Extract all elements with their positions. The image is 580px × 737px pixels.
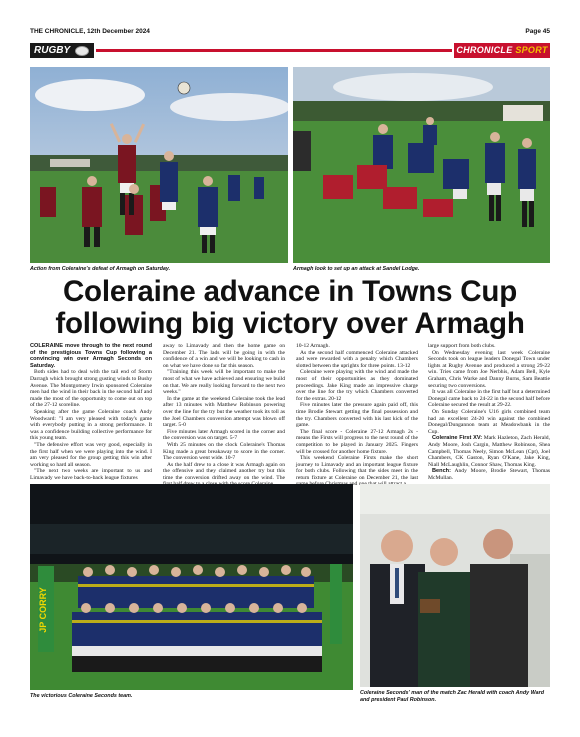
article-paragraph: As the half drew to a close it was Armagh again on the offensive and they claimed another try but this time the conversion drifted away on the wind. The (163, 461, 285, 481)
article-paragraph: "The next two weeks are important to us and Limavady we have back-to-back league fixtures (30, 468, 152, 481)
article-paragraph: It was all Coleraine in the first half but a determined Donegal came back to 24-22 in the second half before Coleraine secured the result at 29-22. (428, 389, 550, 409)
section-divider (96, 49, 452, 52)
masthead-publication-date: THE CHRONICLE, 12th December 2024 (30, 28, 150, 35)
article-paragraph: As the second half commenced Coleraine attacked and were rewarded with a penalty which Chambers slotted between the uprights for three points. 13-12 (296, 349, 418, 369)
article-paragraph: away to Limavady and then the home game on December 21. The lads will be going in with the confidence of a win and we will be looking to cash in on what we have done so far this season. (163, 343, 285, 369)
article-paragraph: Both sides had to deal with the tail end of Storm Darragh which brought strong gusting winds to Bushy Avenue. The Montgomery Irwin sponsored Coleraine men had the wind in their back in the second half and made the most of the opportunity to come out on top of the 27-12 scoreline. (30, 369, 152, 409)
rugby-ball-icon (75, 46, 89, 56)
bench-label: Bench: (432, 468, 451, 475)
photo-armagh-scrum (293, 67, 550, 263)
masthead-page-number: Page 45 (525, 28, 550, 35)
article-paragraph: Coleraine were playing with the wind and made the most of their opportunities as they dominated proceedings. Jake King made an impressive charge over the line for the try which Chambers converted for the extras. 20-12 (296, 369, 418, 402)
team-list: Mark Hazleton, Zach Herald, Andy Moore, Josh Cargin, Matthew Robinson, Shea Campbell, Thomas Neely, Simon McLean (Cpt), Joel Chambers, CK Gaston, Ryan O'Kane, Jake King, Niall McLaughlin, Connor Shaw, Thomas King. (428, 435, 550, 468)
article-paragraph: Five minutes later the pressure again paid off, this time Brodie Stewart getting the final possession and the try. Chambers converted with his last kick of the game. (296, 402, 418, 429)
article-paragraph: With 25 minutes on the clock Coleraine's Thomas King made a great breakaway to score in the corner. The conversion went wide. 10-7 (163, 441, 285, 462)
article-headline: Coleraine advance in Towns Cup following big victory over Armagh (55, 275, 525, 340)
brand-logo (454, 43, 550, 58)
sponsor-banner: JP CORRY (38, 587, 48, 633)
article-paragraph: The final score - Coleraine 27-12 Armagh 2s - means the Firsts will progress to the next round of the competition to be played in January 2025. Fingers will be crossed for another home fixture. (296, 428, 418, 455)
masthead (30, 28, 550, 38)
article-paragraph: Five minutes later Armagh scored in the corner and the conversion was on target. 5-7 (163, 428, 285, 442)
article-column-2 (163, 343, 285, 488)
photo-man-of-the-match (360, 484, 550, 687)
article-paragraph: "Training this week will be important to make the most of what we have achieved and ensuring we build on that. We are really looking forward to the next two weeks." (163, 369, 285, 396)
article-column-3 (296, 343, 418, 488)
article-paragraph: 10-12 Armagh. (296, 343, 330, 349)
article-column-1 (30, 343, 152, 481)
article-paragraph: "The defensive effort was very good, especially in the first half when we were playing into the wind. I am very pleased for the group getting this win after working so hard all season. (30, 441, 152, 468)
article-paragraph: In the game at the weekend Coleraine took the lead after 13 minutes with Matthew Robinson powering over the line for the try but the weather took its toll as the Joel Chambers conversion attempt was blown off target. 5-0 (163, 395, 285, 429)
article-paragraph: On Sunday Coleraine's U16 girls combined team had an excellent 24-20 win against the combined Donegal/Dungannon team at Meadowbank in the Cup. (428, 408, 550, 435)
photo-caption-top-right: Armagh look to set up an attack at Sandel Lodge. (293, 266, 420, 272)
brand-logo-sport: SPORT (515, 45, 548, 55)
section-label (30, 43, 94, 58)
brand-logo-chronicle: CHRONICLE (456, 45, 513, 55)
article-paragraph: large support from both clubs. (428, 343, 496, 349)
team-list-label: Coleraine First XV: (432, 435, 483, 442)
article-lead: COLERAINE move through to the next round of the prestigious Towns Cup following a convincing win over Armagh Seconds on Saturday. (30, 343, 152, 369)
section-label-text: RUGBY (34, 45, 71, 56)
section-bar (30, 43, 550, 58)
article-column-4 (428, 343, 550, 481)
photo-caption-top-left: Action from Coleraine's defeat of Armagh on Saturday. (30, 266, 171, 272)
photo-caption-bottom-left: The victorious Coleraine Seconds team. (30, 693, 133, 699)
photo-seconds-team (30, 484, 353, 690)
article-paragraph: This weekend Coleraine Firsts make the short journey to Limavady and an important league fixture for both clubs. Following that the sides meet in the return fixture at Coleraine on December 21, the last and (296, 455, 418, 488)
photo-coleraine-attack (30, 67, 288, 263)
bench-list: Andy Moore, Brodie Stewart, Thomas McMullan. (428, 468, 550, 481)
photo-caption-bottom-right: Coleraine Seconds' man of the match Zac Herald with coach Andy Ward and president Paul Robinson. (360, 690, 545, 703)
article-paragraph: Speaking after the game Coleraine coach Andy Woodward: "I am very pleased with today's game with everybody putting in a strong performance. It was a confidence building collective performance for this young team. (30, 408, 152, 442)
article-paragraph: On Wednesday evening last week Coleraine Seconds took on league leaders Donegal Town under lights at Rugby Avenue and produced a strong 29-22 win. Tries came from Joe Nerbhis, Adam Bell, Kyle Graham, Chris Warke and Danny Burns, Sam Beattie securing two conversions. (428, 349, 550, 389)
